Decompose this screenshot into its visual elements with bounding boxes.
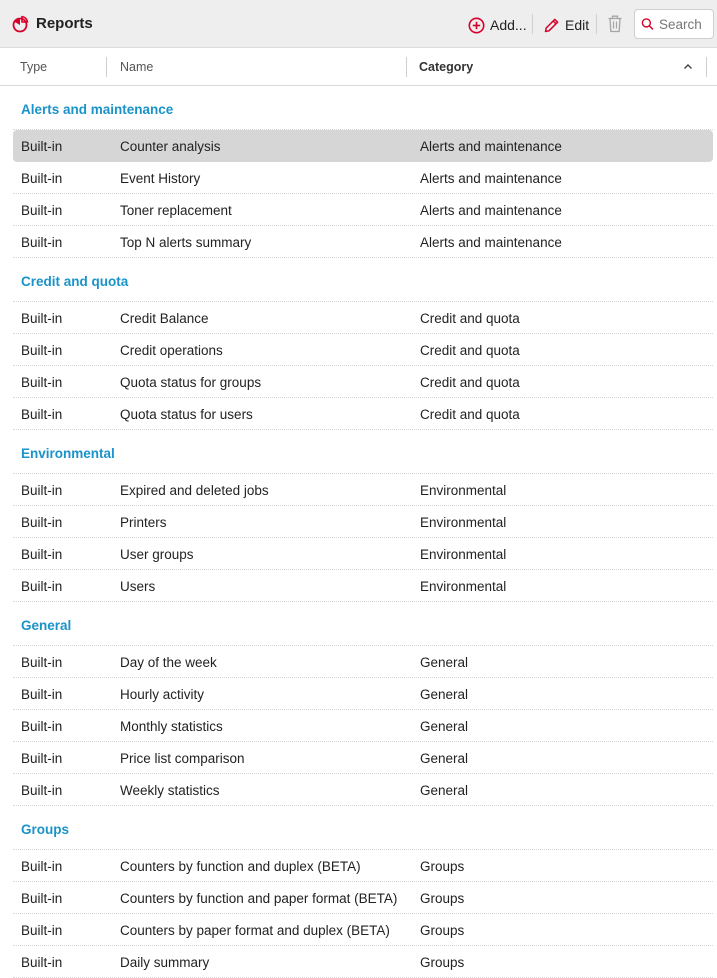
column-header [0, 48, 717, 86]
group-header[interactable]: Credit and quota [13, 258, 713, 302]
add-button[interactable] [468, 14, 527, 36]
cell-name: Weekly statistics [120, 783, 220, 798]
cell-type: Built-in [21, 923, 63, 938]
cell-type: Built-in [21, 655, 63, 670]
table-row[interactable] [13, 710, 713, 742]
cell-category: General [420, 751, 469, 766]
page-title: Reports [36, 15, 93, 32]
table-row[interactable] [13, 646, 713, 678]
cell-name: Monthly statistics [120, 719, 223, 734]
cell-type: Built-in [21, 719, 63, 734]
cell-category: Alerts and maintenance [420, 203, 562, 218]
table-row[interactable] [13, 914, 713, 946]
column-resize-handle[interactable] [406, 57, 407, 77]
table-row[interactable] [13, 678, 713, 710]
table-row[interactable] [13, 742, 713, 774]
cell-category: Groups [420, 859, 465, 874]
cell-name: Expired and deleted jobs [120, 483, 269, 498]
cell-name: Counters by function and duplex (BETA) [120, 859, 361, 874]
add-circle-icon [468, 17, 485, 34]
cell-name: Quota status for groups [120, 375, 262, 390]
cell-category: Groups [420, 923, 465, 938]
cell-name: Hourly activity [120, 687, 205, 702]
cell-category: Credit and quota [420, 311, 520, 326]
table-row[interactable] [13, 334, 713, 366]
cell-name: Printers [120, 515, 167, 530]
table-row[interactable] [13, 850, 713, 882]
cell-type: Built-in [21, 891, 63, 906]
search-box[interactable] [634, 9, 714, 39]
cell-category: Alerts and maintenance [420, 171, 562, 186]
cell-type: Built-in [21, 783, 63, 798]
table-row[interactable] [13, 226, 713, 258]
cell-name: Top N alerts summary [120, 235, 252, 250]
trash-icon[interactable] [607, 14, 623, 34]
column-resize-handle[interactable] [106, 57, 107, 77]
cell-name: Users [120, 579, 156, 594]
table-row[interactable] [13, 130, 713, 162]
table-row[interactable] [13, 946, 713, 978]
cell-category: Alerts and maintenance [420, 139, 562, 154]
cell-category: General [420, 687, 469, 702]
cell-name: Counters by function and paper format (BETA) [120, 891, 398, 906]
cell-type: Built-in [21, 171, 63, 186]
cell-type: Built-in [21, 311, 63, 326]
cell-name: Day of the week [120, 655, 217, 670]
cell-category: Groups [420, 955, 465, 970]
cell-type: Built-in [21, 579, 63, 594]
cell-type: Built-in [21, 203, 63, 218]
cell-category: Groups [420, 891, 465, 906]
cell-name: Daily summary [120, 955, 210, 970]
cell-type: Built-in [21, 547, 63, 562]
cell-category: Credit and quota [420, 407, 520, 422]
table-row[interactable] [13, 194, 713, 226]
column-header-category[interactable]: Category [419, 60, 474, 74]
cell-category: Environmental [420, 547, 507, 562]
table-row[interactable] [13, 398, 713, 430]
column-header-type[interactable]: Type [20, 60, 48, 74]
reports-app-icon [11, 15, 29, 33]
sort-ascending-icon[interactable] [682, 62, 694, 72]
toolbar [0, 0, 717, 48]
cell-type: Built-in [21, 687, 63, 702]
cell-category: General [420, 655, 469, 670]
toolbar-divider [596, 14, 597, 34]
report-list [13, 86, 713, 978]
cell-name: Toner replacement [120, 203, 232, 218]
cell-type: Built-in [21, 235, 63, 250]
column-header-name[interactable]: Name [120, 60, 154, 74]
table-row[interactable] [13, 366, 713, 398]
table-row[interactable] [13, 882, 713, 914]
table-row[interactable] [13, 162, 713, 194]
table-row[interactable] [13, 474, 713, 506]
group-header[interactable]: General [13, 602, 713, 646]
cell-type: Built-in [21, 483, 63, 498]
cell-name: Quota status for users [120, 407, 253, 422]
group-header[interactable]: Groups [13, 806, 713, 850]
cell-type: Built-in [21, 139, 63, 154]
cell-category: Environmental [420, 579, 507, 594]
group-header[interactable]: Environmental [13, 430, 713, 474]
edit-button[interactable] [543, 14, 589, 36]
cell-type: Built-in [21, 407, 63, 422]
cell-category: Environmental [420, 515, 507, 530]
cell-category: Credit and quota [420, 375, 520, 390]
toolbar-divider [532, 14, 533, 34]
cell-type: Built-in [21, 751, 63, 766]
cell-category: Environmental [420, 483, 507, 498]
table-row[interactable] [13, 538, 713, 570]
cell-category: General [420, 719, 469, 734]
cell-type: Built-in [21, 955, 63, 970]
pencil-icon [543, 17, 560, 34]
edit-button-label: Edit [565, 17, 590, 33]
add-button-label: Add... [490, 17, 527, 33]
table-row[interactable] [13, 774, 713, 806]
cell-name: User groups [120, 547, 194, 562]
cell-category: Alerts and maintenance [420, 235, 562, 250]
table-row[interactable] [13, 570, 713, 602]
cell-name: Credit Balance [120, 311, 209, 326]
cell-name: Counters by paper format and duplex (BETA) [120, 923, 390, 938]
cell-name: Event History [120, 171, 201, 186]
table-row[interactable] [13, 302, 713, 334]
group-header[interactable]: Alerts and maintenance [13, 86, 713, 130]
table-row[interactable] [13, 506, 713, 538]
cell-name: Counter analysis [120, 139, 221, 154]
cell-type: Built-in [21, 515, 63, 530]
cell-category: Credit and quota [420, 343, 520, 358]
search-input[interactable] [659, 17, 713, 32]
column-resize-handle[interactable] [706, 57, 707, 77]
cell-type: Built-in [21, 859, 63, 874]
cell-name: Price list comparison [120, 751, 245, 766]
cell-type: Built-in [21, 375, 63, 390]
search-icon [641, 17, 654, 31]
cell-category: General [420, 783, 469, 798]
cell-name: Credit operations [120, 343, 223, 358]
cell-type: Built-in [21, 343, 63, 358]
